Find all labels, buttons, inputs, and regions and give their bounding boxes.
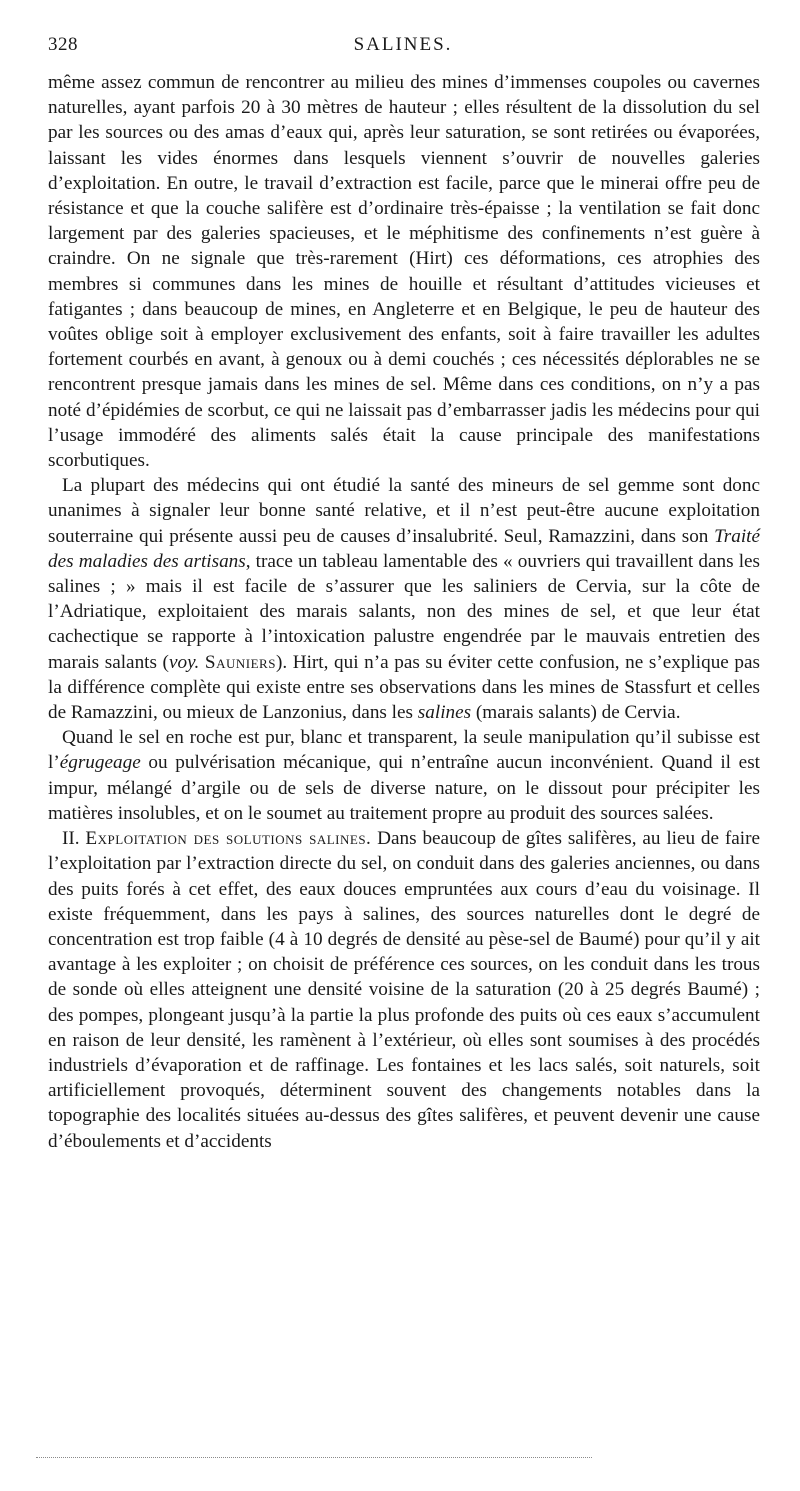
paragraph-saline-solutions [48, 826, 760, 1154]
page-number: 328 [48, 34, 78, 55]
running-title: SALINES. [353, 34, 453, 55]
section-heading-smallcaps: Exploitation des solutions salines. [85, 828, 372, 850]
cross-reference-smallcaps: Sauniers [204, 651, 276, 673]
text-run: ou pulvérisation mécanique, qui n’entraîne aucun inconvénient. Quand il est impur, mélangé d’argile ou de sels de diverse nature, on le dissout pour précipiter les matières insolubles, et on le soumet au traitement propre au produit des sources salées. [48, 752, 760, 824]
text-run: ). Hirt, qui n’a pas su éviter cette confusion, ne s’explique pas la différence complète qui existe entre ses observations dans les mines de Stassfurt et celles de Ramazzini, ou mieux de Lanzonius, dans les [48, 651, 760, 724]
footer-dotted-rule [36, 1457, 592, 1458]
text-run: , trace un tableau lamentable des « ouvriers qui travaillent dans les salines ; » mais il est facile de s’assurer que les saliniers de Cervia, sur la côte de l’Adriatique, exploitaient des marais salants, non des mines de sel, et que leur état cachectique se rapporte à l’intoxication palustre engendrée par le mauvais entretien des marais salants ( [48, 550, 761, 673]
paragraph-miners-health [48, 473, 760, 725]
section-number: II. [62, 828, 86, 850]
text-run: La plupart des médecins qui ont étudié la santé des mineurs de sel gemme sont donc unanimes à signaler leur bonne santé relative, et il n’est peut-être aucune exploitation souterraine qui présente aussi peu de causes d’insalubrité. Seul, Ramazzini, dans son [48, 475, 760, 547]
voy-italic: voy. [168, 651, 200, 673]
egrugeage-italic: égrugeage [59, 752, 141, 774]
page-header [48, 34, 758, 58]
book-title-italic: Traité des maladies des artisans [48, 525, 760, 572]
text-run: Dans beaucoup de gîtes salifères, au lieu de faire l’exploitation par l’extraction directe du sel, on conduit dans des galeries anciennes, ou dans des puits forés à cet effet, des eaux douces empruntées aux cours d’eau du voisinage. Il existe fréquemment, dans les pays à salines, des sources naturelles dont le degré de concentration est trop faible (4 à 10 degrés de densité au pèse-sel de Baumé) pour qu’il y ait avantage à les exploiter ; on choisit de préférence ces sources, on les conduit dans les trous de sonde où elles atteignent une densité voisine de la saturation (20 à 25 degrés Baumé) ; des pompes, plongeant jusqu’à la partie la plus profonde des puits où ces eaux s’accumulent en raison de leur densité, les ramènent à l’extérieur, où elles sont soumises à des procédés industriels d’évaporation et de raffinage. Les fontaines et les lacs salés, soit naturels, soit artificiellement provoqués, déterminent souvent des changements notables dans la topographie des localités situées au-dessus des gîtes salifères, et peuvent devenir une cause d’éboulements et d’accidents [48, 828, 761, 1152]
paragraph-continuation: même assez commun de rencontrer au milieu des mines d’immenses coupoles ou cavernes naturelles, ayant parfois 20 à 30 mètres de hauteur ; elles résultent de la dissolution du sel par les sources ou des amas d’eaux qui, après leur saturation, se sont retirées ou évaporées, laissant les vides énormes dans lesquels viennent s’ouvrir de nouvelles galeries d’exploitation. En outre, le travail d’extraction est facile, parce que le minerai offre peu de résistance et que la couche salifère est d’ordinaire très-épaisse ; la ventilation se fait donc largement par des galeries spacieuses, et le méphitisme des confinements n’est guère à craindre. On ne signale que très-rarement (Hirt) ces déformations, ces atrophies des membres si communes dans les mines de houille et résultant d’attitudes vicieuses et fatigantes ; dans beaucoup de mines, en Angleterre et en Belgique, le peu de hauteur des voûtes oblige soit à employer exclusivement des enfants, soit à faire travailler les adultes fortement courbés en avant, à genoux ou à demi couchés ; ces nécessités déplorables ne se rencontrent presque jamais dans les mines de sel. Même dans ces conditions, on n’y a pas noté d’épidémies de scorbut, ce qui ne laissait pas d’embarrasser jadis les médecins pour qui l’usage immodéré des aliments salés était la cause principale des manifestations scorbutiques. [48, 72, 760, 472]
text-run: (marais salants) de Cervia. [471, 702, 681, 724]
paragraph-rock-salt [48, 725, 760, 826]
text-run: Quand le sel en roche est pur, blanc et transparent, la seule manipulation qu’il subisse est l’ [48, 727, 760, 774]
body-text [48, 70, 760, 1154]
salines-italic: salines [417, 702, 472, 724]
